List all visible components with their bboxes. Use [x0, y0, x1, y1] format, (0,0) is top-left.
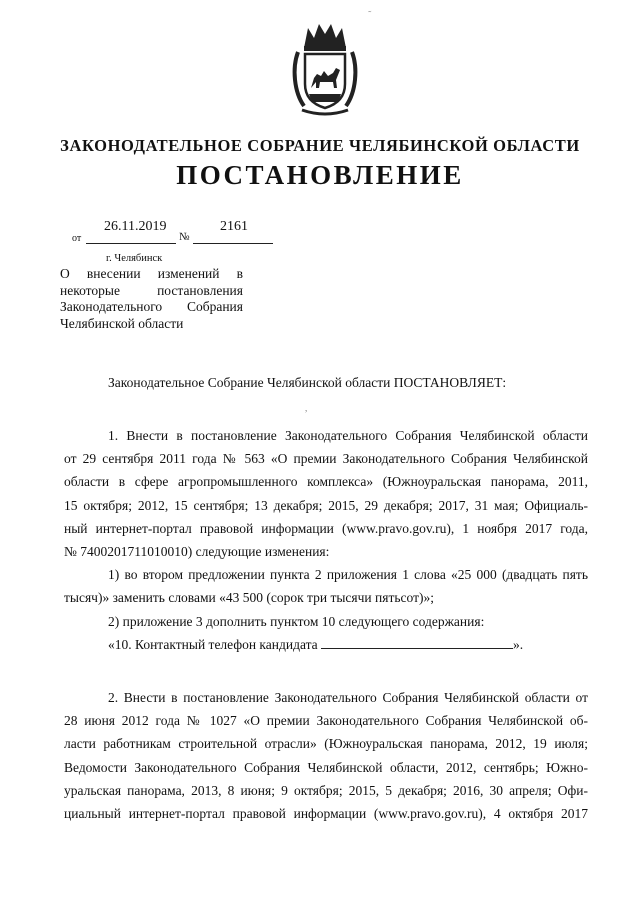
document-date: 26.11.2019: [104, 219, 167, 234]
city-label: г. Челябинск: [106, 253, 163, 264]
date-underline: [86, 243, 176, 244]
number-prefix-label: №: [179, 231, 190, 243]
item-2-line: ласти работникам строительной отрасли» (Южноуральская панорама, 2012, 19 июля;: [64, 736, 588, 752]
scan-speck: ˜: [368, 10, 372, 21]
item-2-line: циальный интернет-портал правовой информации (www.pravo.gov.ru), 4 октября 2017: [64, 806, 588, 822]
item-2-line: Ведомости Законодательного Собрания Челябинской области, 2012, сентябрь; Южно-: [64, 759, 588, 775]
item-2-line: 2. Внести в постановление Законодательного Собрания Челябинской области от: [108, 690, 588, 705]
item-1-line: № 7400201711010010) следующие изменения:: [64, 544, 330, 560]
item-2-line: 28 июня 2012 года № 1027 «О премии Законодательного Собрания Челябинской об-: [64, 713, 588, 729]
number-underline: [193, 243, 273, 244]
preamble: Законодательное Собрание Челябинской области ПОСТАНОВЛЯЕТ:: [108, 375, 507, 390]
scan-tick-mark: ,: [305, 403, 308, 413]
item-1-line: 1. Внести в постановление Законодательного Собрания Челябинской области: [108, 428, 588, 443]
chelyabinsk-coat-of-arms-emblem: [290, 18, 360, 116]
item-1-line: области в сфере агропромышленного комплекса» (Южноуральская панорама, 2011,: [64, 474, 588, 490]
item-1-line: от 29 сентября 2011 года № 563 «О премии Законодательного Собрания Челябинской: [64, 451, 588, 467]
subject-line: О внесении изменений в: [60, 266, 243, 281]
date-prefix-label: от: [72, 233, 82, 244]
subject-line: некоторые постановления: [60, 282, 243, 298]
item-1-quote-line: [64, 633, 588, 656]
quote-end: ».: [513, 636, 524, 652]
quote-start: «10. Контактный телефон кандидата: [108, 636, 318, 652]
document-type-title: ПОСТАНОВЛЕНИЕ: [176, 160, 464, 190]
item-1: [64, 424, 588, 656]
subject-line: Челябинской области: [60, 315, 184, 331]
subject-line: Законодательного Собрания: [60, 299, 243, 314]
item-1-line: 15 октября; 2012, 15 сентября; 13 декабря; 2015, 29 декабря; 2017, 31 мая; Официаль-: [64, 497, 588, 513]
item-1-subitem-2: 2) приложение 3 дополнить пунктом 10 следующего содержания:: [108, 613, 485, 629]
item-2-line: уральская панорама, 2013, 8 июня; 9 октября; 2015, 5 декабря; 2016, 30 апреля; Офи-: [64, 782, 588, 798]
item-2: [64, 686, 588, 825]
document-subject: [60, 266, 243, 332]
item-1-subitem-1-line: тысяч)» заменить словами «43 500 (сорок три тысячи пятьсот)»;: [64, 590, 434, 606]
organization-title: ЗАКОНОДАТЕЛЬНОЕ СОБРАНИЕ ЧЕЛЯБИНСКОЙ ОБЛАСТИ: [60, 136, 580, 155]
item-1-subitem-1-line: 1) во втором предложении пункта 2 приложения 1 слова «25 000 (двадцать пять: [108, 567, 588, 583]
phone-blank-line: [321, 638, 513, 649]
item-1-line: ный интернет-портал правовой информации (www.pravo.gov.ru), 1 ноября 2017 года,: [64, 520, 588, 536]
document-number: 2161: [220, 219, 248, 234]
